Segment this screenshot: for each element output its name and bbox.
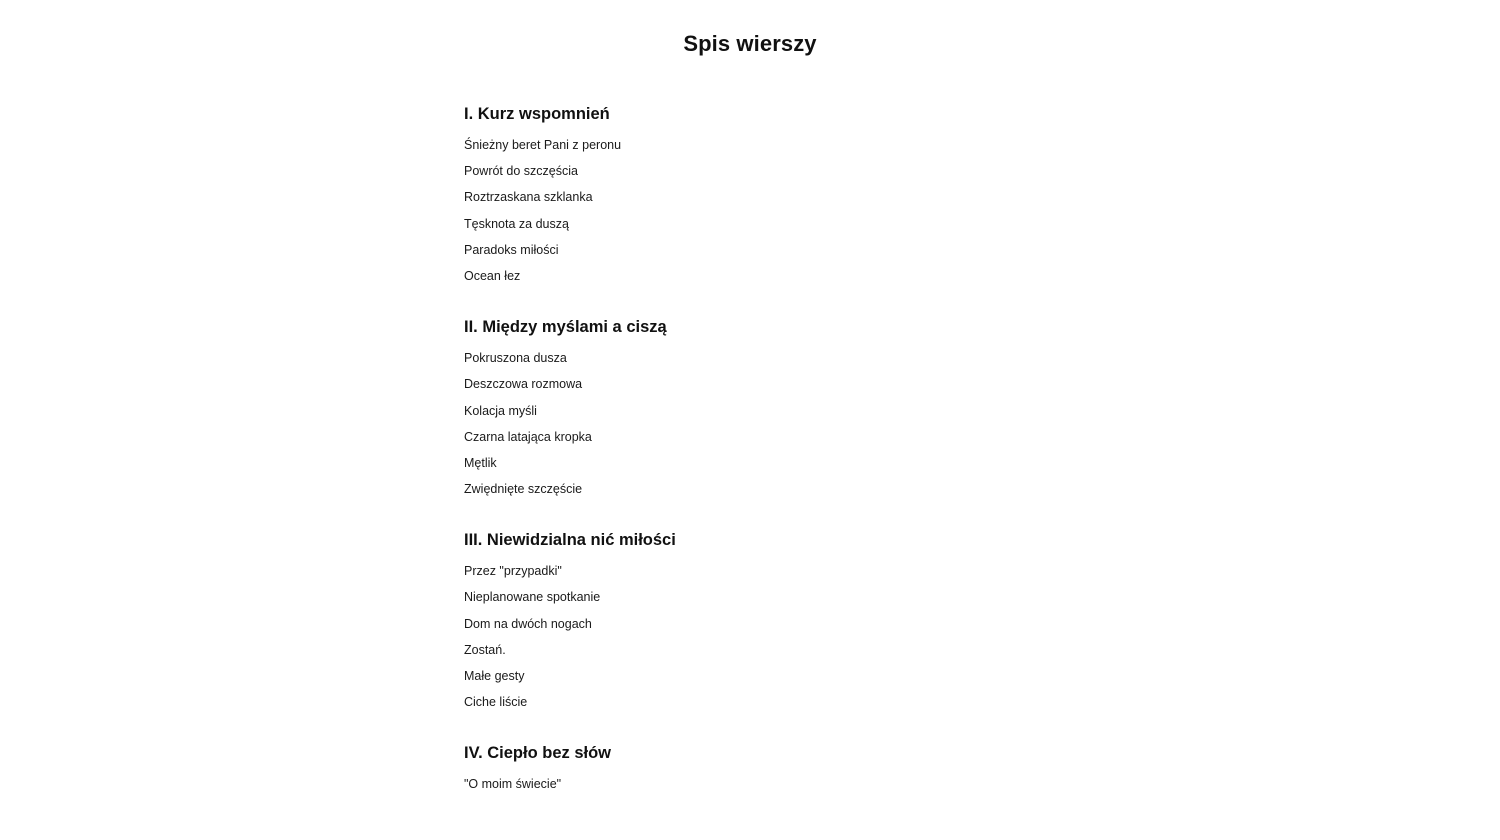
section-heading: II. Między myślami a ciszą <box>464 318 667 337</box>
poem-title: Powrót do szczęścia <box>464 164 578 179</box>
poem-title: Paradoks miłości <box>464 242 559 257</box>
poem-list <box>464 345 1064 502</box>
poem-title: Zwiędnięte szczęście <box>464 482 583 497</box>
section-4 <box>464 742 1064 797</box>
section-2 <box>464 316 1064 502</box>
section-3 <box>464 529 1064 715</box>
poem-title: Mętlik <box>464 455 497 470</box>
section-1 <box>464 103 1064 289</box>
poem-title: Przez "przypadki" <box>464 564 562 579</box>
table-of-contents <box>464 103 1064 825</box>
poem-title: Tęsknota za duszą <box>464 216 569 231</box>
poem-title: Roztrzaskana szklanka <box>464 190 593 205</box>
poem-title: Zostań. <box>464 642 506 657</box>
section-heading: IV. Ciepło bez słów <box>464 744 612 763</box>
poem-title: Ocean łez <box>464 268 521 283</box>
poem-title: Kolacja myśli <box>464 403 537 418</box>
poem-title: Pokruszona dusza <box>464 351 567 366</box>
section-heading: III. Niewidzialna nić miłości <box>464 531 676 550</box>
poem-title: Ciche liście <box>464 695 528 710</box>
poem-title: Nieplanowane spotkanie <box>464 590 601 605</box>
poem-title: "O moim świecie" <box>464 777 562 792</box>
poem-list <box>464 771 1064 797</box>
poem-list <box>464 558 1064 715</box>
poem-list <box>464 132 1064 289</box>
poem-title: Małe gesty <box>464 669 525 683</box>
poem-title: Śnieżny beret Pani z peronu <box>464 138 622 152</box>
poem-title: Deszczowa rozmowa <box>464 377 583 392</box>
section-heading: I. Kurz wspomnień <box>464 105 610 123</box>
poem-title: Dom na dwóch nogach <box>464 616 592 631</box>
poem-title: Czarna latająca kropka <box>464 429 592 444</box>
page-title: Spis wierszy <box>683 31 817 56</box>
